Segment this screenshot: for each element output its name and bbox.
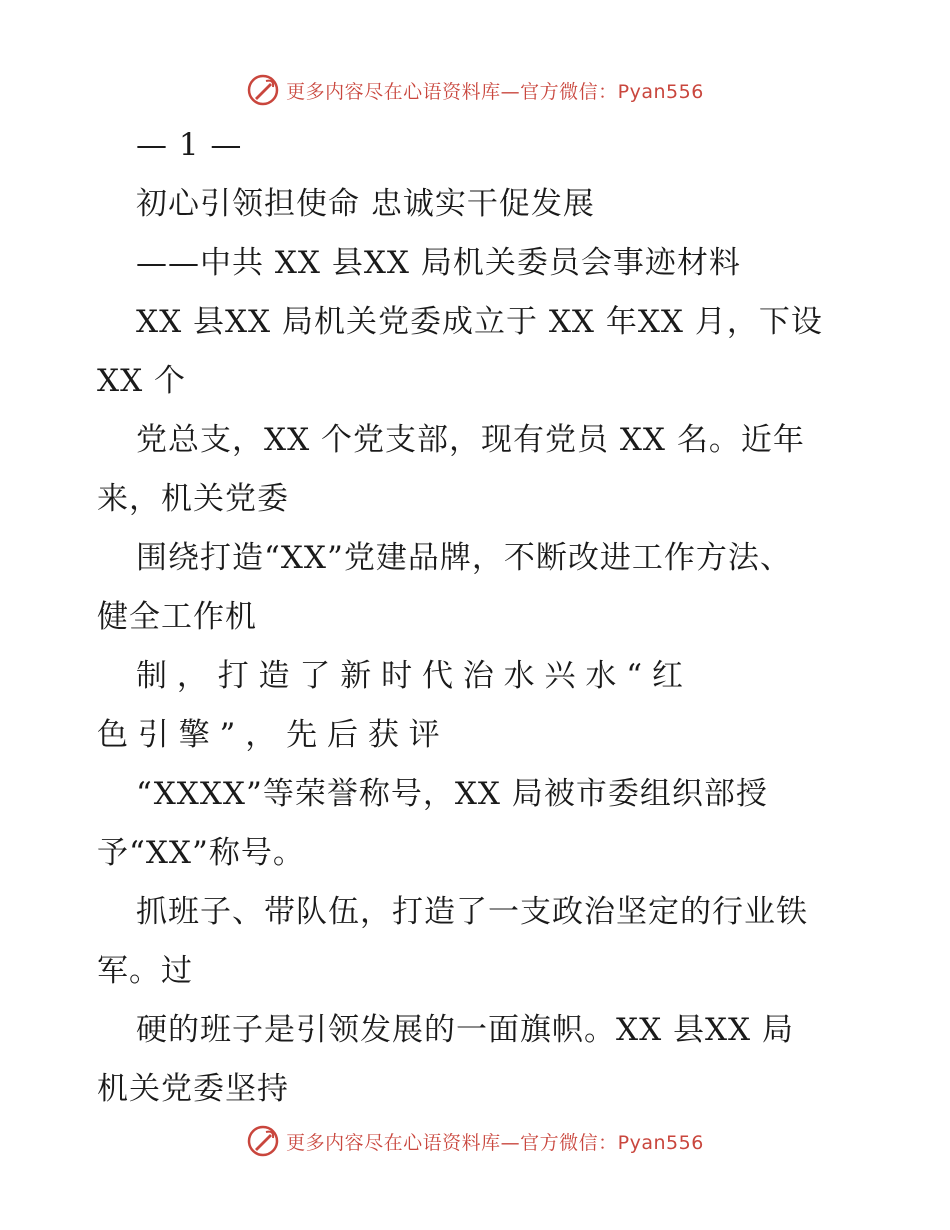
paragraph-line: 硬的班子是引领发展的一面旗帜。XX 县XX 局 [136,1012,794,1048]
page-marker: — 1 — [136,127,243,163]
paragraph-line: 制 ， 打 造 了 新 时 代 治 水 兴 水 “ 红 [136,658,683,694]
paragraph-line: 抓班子、带队伍，打造了一支政治坚定的行业铁 [136,894,808,930]
feather-pen-logo-icon [246,73,280,107]
footer-watermark [0,1121,950,1161]
paragraph-line: XX 县XX 局机关党委成立于 XX 年XX 月，下设 [136,304,823,340]
watermark-text: 更多内容尽在心语资料库—官方微信：Pyan556 [286,1131,704,1154]
paragraph-line: 色 引 擎 ” ， 先 后 获 评 [97,717,440,753]
paragraph-line: XX 个 [97,363,186,399]
paragraph-line: 来，机关党委 [97,481,289,517]
watermark-text: 更多内容尽在心语资料库—官方微信：Pyan556 [286,80,704,103]
document-subtitle: ——中共 XX 县XX 局机关委员会事迹材料 [136,245,741,281]
paragraph-line: 予“XX”称号。 [97,835,305,871]
paragraph-line: 机关党委坚持 [97,1071,289,1107]
paragraph-line: 围绕打造“XX”党建品牌，不断改进工作方法、 [136,540,792,576]
paragraph-line: “XXXX”等荣誉称号，XX 局被市委组织部授 [136,776,768,812]
feather-pen-logo-icon [246,1124,280,1158]
paragraph-line: 健全工作机 [97,599,257,635]
header-watermark [0,70,950,110]
paragraph-line: 军。过 [97,953,193,989]
document-title: 初心引领担使命 忠诚实干促发展 [136,186,595,222]
paragraph-line: 党总支，XX 个党支部，现有党员 XX 名。近年 [136,422,805,458]
